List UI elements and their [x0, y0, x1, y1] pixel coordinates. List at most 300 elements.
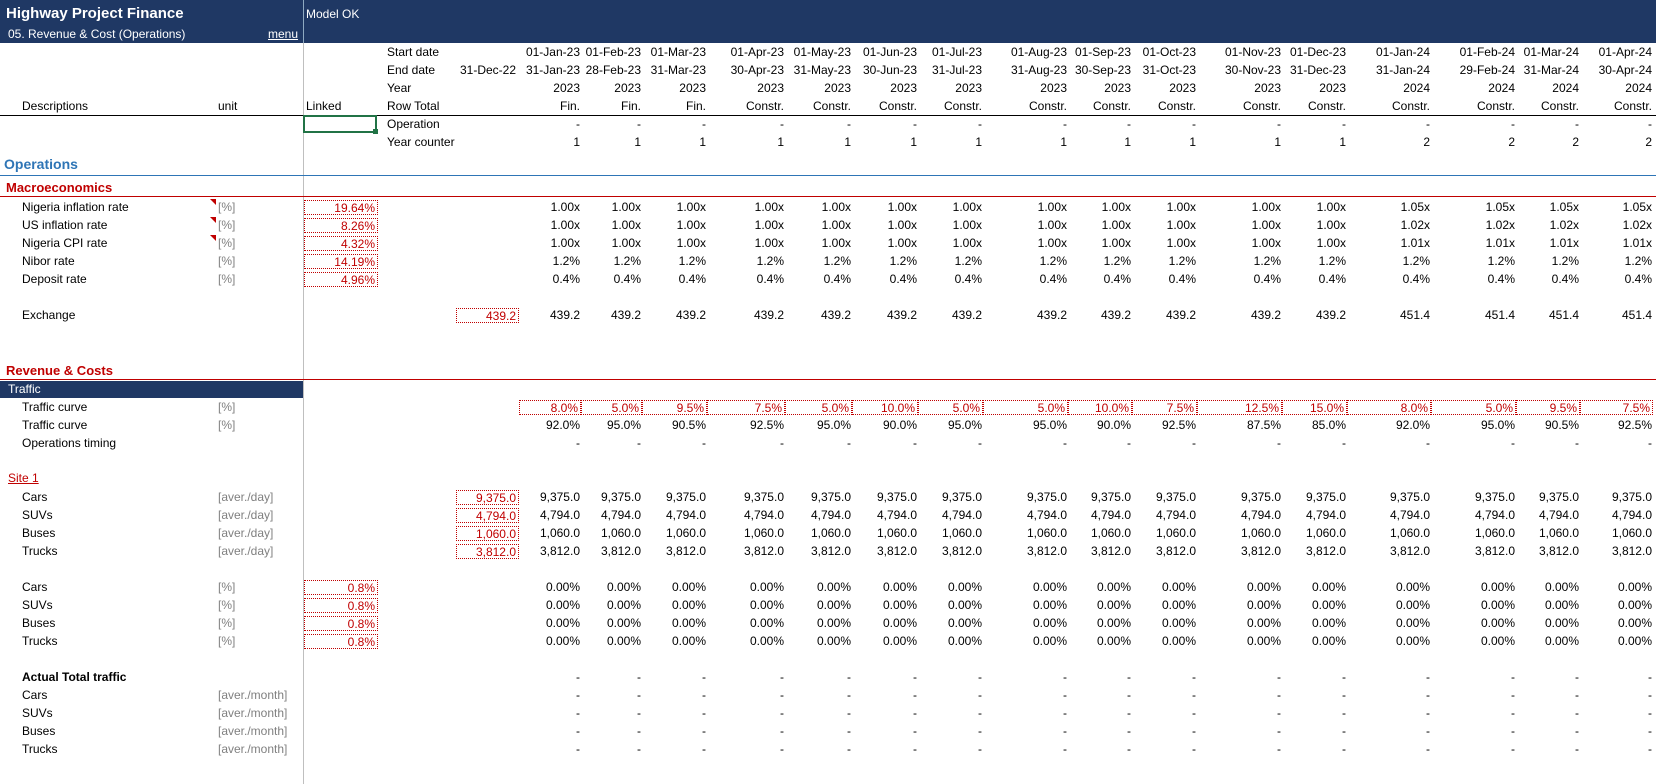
end-date-cell: 28-Feb-23 — [585, 63, 641, 77]
value-cell: - — [1277, 742, 1281, 756]
macro-rule — [0, 196, 1656, 197]
value-cell: 1.2% — [1624, 254, 1652, 268]
value-cell: 1.00x — [887, 218, 917, 232]
value-cell: 1.01x — [1622, 236, 1652, 250]
end-date-cell: 31-Jan-23 — [525, 63, 580, 77]
value-cell: 0.00% — [882, 580, 917, 594]
value-cell: 0.00% — [1311, 616, 1346, 630]
value-cell: - — [780, 688, 784, 702]
linked-input-cell[interactable]: 0.8% — [304, 616, 378, 631]
traffic-curve-input[interactable]: 8.0% — [1347, 400, 1431, 415]
operation-cell: - — [702, 117, 706, 131]
phase-cell: Constr. — [1242, 99, 1281, 113]
sheet-name: 05. Revenue & Cost (Operations) — [8, 27, 186, 41]
value-cell: 1.02x — [1622, 218, 1652, 232]
row-unit: [%] — [218, 634, 236, 648]
row-label: Buses — [22, 616, 56, 630]
value-cell: 1.00x — [952, 236, 982, 250]
end-date-cell: 29-Feb-24 — [1459, 63, 1515, 77]
value-cell: - — [637, 670, 641, 684]
row-unit: [%] — [218, 418, 236, 432]
value-cell: 0.4% — [954, 272, 982, 286]
phase-cell: Constr. — [1307, 99, 1346, 113]
year-cell: 2024 — [1625, 81, 1652, 95]
value-cell: 9,375.0 — [665, 490, 706, 504]
value-cell: 0.4% — [1624, 272, 1652, 286]
linked-input-cell[interactable]: 0.8% — [304, 580, 378, 595]
comment-indicator[interactable] — [210, 217, 216, 223]
end-date-cell: 30-Apr-23 — [730, 63, 784, 77]
app-title: Highway Project Finance — [6, 5, 184, 22]
value-cell: - — [1575, 688, 1579, 702]
section-macro: Macroeconomics — [6, 180, 113, 195]
value-cell: 1.00x — [1101, 218, 1131, 232]
value-cell: 0.00% — [1617, 598, 1652, 612]
traffic-curve-input[interactable]: 5.0% — [918, 400, 983, 415]
year-cell: 2024 — [1403, 81, 1430, 95]
traffic-title: Traffic — [8, 382, 41, 396]
value-cell: 0.00% — [1032, 580, 1067, 594]
value-cell: 439.2 — [1165, 308, 1196, 322]
value-cell: 1,060.0 — [665, 526, 706, 540]
operation-cell: - — [576, 117, 580, 131]
value-cell: - — [1063, 724, 1067, 738]
total-input-cell[interactable]: 1,060.0 — [456, 526, 519, 541]
value-cell: - — [576, 688, 580, 702]
value-cell: - — [637, 688, 641, 702]
value-cell: 1.2% — [552, 254, 580, 268]
value-cell: 3,812.0 — [600, 544, 641, 558]
value-cell: 90.5% — [1544, 418, 1579, 432]
year-counter-cell: 1 — [573, 135, 580, 149]
operation-cell: - — [1127, 117, 1131, 131]
traffic-curve-input[interactable]: 9.5% — [642, 400, 707, 415]
value-cell: - — [637, 436, 641, 450]
value-cell: - — [913, 724, 917, 738]
fill-handle[interactable] — [373, 129, 378, 134]
start-date-cell: 01-Aug-23 — [1010, 45, 1067, 59]
value-cell: - — [1127, 724, 1131, 738]
value-cell: 3,812.0 — [1090, 544, 1131, 558]
value-cell: 3,812.0 — [1611, 544, 1652, 558]
value-cell: 0.00% — [1617, 616, 1652, 630]
value-cell: - — [637, 706, 641, 720]
traffic-curve-input[interactable]: 10.0% — [1068, 400, 1132, 415]
year-counter-cell: 1 — [634, 135, 641, 149]
value-cell: 4,794.0 — [1611, 508, 1652, 522]
total-input-cell[interactable]: 439.2 — [456, 308, 519, 323]
year-counter-cell: 1 — [1274, 135, 1281, 149]
value-cell: 1.2% — [613, 254, 641, 268]
start-date-cell: 01-Feb-23 — [585, 45, 641, 59]
value-cell: - — [847, 742, 851, 756]
row-unit: [aver./month] — [218, 706, 288, 720]
value-cell: 3,812.0 — [539, 544, 580, 558]
end-date-cell: 31-May-23 — [793, 63, 851, 77]
value-cell: - — [1426, 436, 1430, 450]
end-date-cell: 31-Mar-24 — [1523, 63, 1579, 77]
value-cell: 0.4% — [1103, 272, 1131, 286]
value-cell: - — [1277, 688, 1281, 702]
value-cell: 0.4% — [552, 272, 580, 286]
value-cell: - — [780, 670, 784, 684]
descriptions-header: Descriptions — [22, 99, 89, 113]
row-unit: [%] — [218, 218, 236, 232]
row-unit: [%] — [218, 580, 236, 594]
value-cell: 90.5% — [671, 418, 706, 432]
value-cell: - — [978, 706, 982, 720]
model-status: Model OK — [306, 7, 360, 21]
value-cell: 1.00x — [821, 236, 851, 250]
comment-indicator[interactable] — [210, 199, 216, 205]
value-cell: 439.2 — [753, 308, 784, 322]
value-cell: 1.00x — [1101, 236, 1131, 250]
value-cell: 0.00% — [671, 616, 706, 630]
value-cell: 4,794.0 — [1538, 508, 1579, 522]
value-cell: 1,060.0 — [1090, 526, 1131, 540]
value-cell: 1.05x — [1485, 200, 1515, 214]
value-cell: 0.00% — [1544, 634, 1579, 648]
operation-cell: - — [1277, 117, 1281, 131]
value-cell: 0.00% — [1617, 580, 1652, 594]
traffic-curve-input[interactable]: 10.0% — [852, 400, 918, 415]
value-cell: 0.4% — [1318, 272, 1346, 286]
linked-input-cell[interactable]: 8.26% — [304, 218, 378, 233]
value-cell: 1.2% — [1402, 254, 1430, 268]
operations-rule — [0, 175, 1656, 176]
value-cell: 0.00% — [1246, 580, 1281, 594]
value-cell: 3,812.0 — [1240, 544, 1281, 558]
value-cell: 4,794.0 — [1155, 508, 1196, 522]
value-cell: 4,794.0 — [1240, 508, 1281, 522]
end-date-cell: 30-Apr-24 — [1598, 63, 1652, 77]
value-cell: 1.2% — [1487, 254, 1515, 268]
value-cell: 0.00% — [749, 634, 784, 648]
value-cell: 0.00% — [1032, 634, 1067, 648]
value-cell: - — [1575, 706, 1579, 720]
value-cell: 0.00% — [671, 580, 706, 594]
value-cell: 4,794.0 — [941, 508, 982, 522]
value-cell: 0.00% — [882, 616, 917, 630]
value-cell: 95.0% — [1480, 418, 1515, 432]
value-cell: - — [1277, 706, 1281, 720]
value-cell: 1.2% — [756, 254, 784, 268]
row-label: Trucks — [22, 544, 58, 558]
row-label: Buses — [22, 724, 56, 738]
end-date-label: End date — [387, 63, 436, 77]
value-cell: 3,812.0 — [1538, 544, 1579, 558]
value-cell: 1.00x — [887, 200, 917, 214]
value-cell: 0.00% — [1246, 634, 1281, 648]
value-cell: - — [978, 742, 982, 756]
traffic-curve-input[interactable]: 7.5% — [1132, 400, 1197, 415]
start-date-cell: 01-Apr-23 — [730, 45, 784, 59]
start-date-cell: 01-Mar-23 — [650, 45, 706, 59]
row-label: Operations timing — [22, 436, 117, 450]
traffic-curve-input[interactable]: 15.0% — [1282, 400, 1347, 415]
value-cell: - — [1127, 436, 1131, 450]
linked-input-cell[interactable]: 0.8% — [304, 634, 378, 649]
value-cell: 1,060.0 — [1240, 526, 1281, 540]
value-cell: - — [1511, 742, 1515, 756]
start-date-cell: 01-Mar-24 — [1523, 45, 1579, 59]
traffic-curve-input[interactable]: 7.5% — [1580, 400, 1653, 415]
comment-indicator[interactable] — [210, 235, 216, 241]
value-cell: - — [780, 436, 784, 450]
value-cell: 0.00% — [545, 598, 580, 612]
value-cell: 0.00% — [1246, 598, 1281, 612]
value-cell: 1.02x — [1485, 218, 1515, 232]
value-cell: 0.00% — [1161, 580, 1196, 594]
site-1-title: Site 1 — [8, 471, 39, 485]
row-unit: [%] — [218, 254, 236, 268]
value-cell: 1.05x — [1400, 200, 1430, 214]
traffic-curve-input[interactable]: 5.0% — [1431, 400, 1516, 415]
value-cell: - — [978, 688, 982, 702]
value-cell: 0.00% — [1096, 580, 1131, 594]
row-unit: [aver./month] — [218, 688, 288, 702]
traffic-bar — [0, 381, 303, 398]
value-cell: 1.2% — [1318, 254, 1346, 268]
value-cell: 1.00x — [1251, 200, 1281, 214]
value-cell: - — [1426, 724, 1430, 738]
traffic-curve-input[interactable]: 5.0% — [581, 400, 642, 415]
end-date-cell: 31-Mar-23 — [650, 63, 706, 77]
year-cell: 2023 — [614, 81, 641, 95]
value-cell: 0.4% — [1402, 272, 1430, 286]
value-cell: 9,375.0 — [1026, 490, 1067, 504]
linked-input-cell[interactable]: 4.32% — [304, 236, 378, 251]
traffic-curve-input[interactable]: 5.0% — [785, 400, 852, 415]
value-cell: 1.00x — [1251, 236, 1281, 250]
value-cell: 0.00% — [1617, 634, 1652, 648]
value-cell: 439.2 — [1315, 308, 1346, 322]
value-cell: 1.01x — [1485, 236, 1515, 250]
value-cell: 4,794.0 — [539, 508, 580, 522]
value-cell: 9,375.0 — [1090, 490, 1131, 504]
value-cell: 0.00% — [545, 616, 580, 630]
value-cell: 1.00x — [821, 218, 851, 232]
phase-cell: Constr. — [1613, 99, 1652, 113]
value-cell: 0.00% — [816, 580, 851, 594]
value-cell: - — [1127, 688, 1131, 702]
value-cell: 1.00x — [952, 200, 982, 214]
value-cell: 9,375.0 — [941, 490, 982, 504]
value-cell: 4,794.0 — [1305, 508, 1346, 522]
operation-cell: - — [1426, 117, 1430, 131]
phase-cell: Constr. — [1476, 99, 1515, 113]
traffic-curve-input[interactable]: 12.5% — [1197, 400, 1282, 415]
value-cell: - — [978, 436, 982, 450]
operation-cell: - — [1511, 117, 1515, 131]
value-cell: - — [1277, 724, 1281, 738]
row-label: Cars — [22, 490, 48, 504]
value-cell: 0.00% — [606, 580, 641, 594]
row-unit: [%] — [218, 598, 236, 612]
value-cell: 0.00% — [1032, 598, 1067, 612]
linked-input-cell[interactable]: 0.8% — [304, 598, 378, 613]
value-cell: 1,060.0 — [1026, 526, 1067, 540]
value-cell: 1.00x — [676, 218, 706, 232]
value-cell: 1.00x — [550, 200, 580, 214]
value-cell: 1.05x — [1622, 200, 1652, 214]
total-input-cell[interactable]: 4,794.0 — [456, 508, 519, 523]
value-cell: 4,794.0 — [810, 508, 851, 522]
row-unit: [aver./day] — [218, 490, 274, 504]
value-cell: - — [576, 706, 580, 720]
value-cell: 0.00% — [947, 598, 982, 612]
linked-input-cell[interactable]: 19.64% — [304, 200, 378, 215]
value-cell: 1,060.0 — [810, 526, 851, 540]
end-date-cell: 31-Jul-23 — [931, 63, 982, 77]
value-cell: 0.00% — [1395, 598, 1430, 612]
traffic-curve-input[interactable]: 9.5% — [1516, 400, 1580, 415]
row-unit: [aver./day] — [218, 526, 274, 540]
value-cell: 0.00% — [1544, 598, 1579, 612]
value-cell: 1.05x — [1549, 200, 1579, 214]
value-cell: - — [702, 706, 706, 720]
year-counter-cell: 1 — [1339, 135, 1346, 149]
value-cell: 1,060.0 — [941, 526, 982, 540]
value-cell: - — [847, 436, 851, 450]
value-cell: - — [576, 436, 580, 450]
row-unit: [aver./day] — [218, 508, 274, 522]
value-cell: 3,812.0 — [1305, 544, 1346, 558]
row-label: Cars — [22, 688, 48, 702]
value-cell: 4,794.0 — [1474, 508, 1515, 522]
linked-input-cell[interactable]: 4.96% — [304, 272, 378, 287]
value-cell: - — [702, 688, 706, 702]
value-cell: 439.2 — [610, 308, 641, 322]
start-date-cell: 01-Jun-23 — [862, 45, 917, 59]
value-cell: 4,794.0 — [1090, 508, 1131, 522]
row-unit: [%] — [218, 272, 236, 286]
value-cell: 439.2 — [1036, 308, 1067, 322]
phase-cell: Constr. — [745, 99, 784, 113]
value-cell: 92.5% — [749, 418, 784, 432]
value-cell: 4,794.0 — [1389, 508, 1430, 522]
value-cell: - — [913, 742, 917, 756]
value-cell: - — [702, 742, 706, 756]
value-cell: - — [780, 724, 784, 738]
start-date-cell: 01-Jan-23 — [525, 45, 580, 59]
value-cell: 9,375.0 — [876, 490, 917, 504]
traffic-curve-input[interactable]: 7.5% — [707, 400, 785, 415]
end-date-cell: 31-Aug-23 — [1010, 63, 1067, 77]
section-operations: Operations — [4, 156, 78, 172]
value-cell: 1,060.0 — [600, 526, 641, 540]
value-cell: - — [1648, 688, 1652, 702]
value-cell: - — [1192, 706, 1196, 720]
value-cell: - — [1648, 724, 1652, 738]
phase-cell: Constr. — [1540, 99, 1579, 113]
value-cell: 4,794.0 — [876, 508, 917, 522]
value-cell: - — [637, 724, 641, 738]
value-cell: 9,375.0 — [600, 490, 641, 504]
value-cell: - — [913, 688, 917, 702]
value-cell: 1.01x — [1549, 236, 1579, 250]
value-cell: 1.00x — [1316, 200, 1346, 214]
value-cell: 9,375.0 — [1611, 490, 1652, 504]
menu-link[interactable]: menu — [268, 27, 299, 41]
value-cell: - — [1063, 688, 1067, 702]
value-cell: 439.2 — [886, 308, 917, 322]
traffic-curve-input[interactable]: 8.0% — [519, 400, 581, 415]
value-cell: 0.00% — [749, 598, 784, 612]
value-cell: 1.00x — [550, 218, 580, 232]
value-cell: - — [1342, 688, 1346, 702]
value-cell: 90.0% — [1096, 418, 1131, 432]
total-input-cell[interactable]: 9,375.0 — [456, 490, 519, 505]
value-cell: 439.2 — [1250, 308, 1281, 322]
value-cell: - — [780, 706, 784, 720]
value-cell: 0.00% — [1480, 580, 1515, 594]
value-cell: - — [978, 670, 982, 684]
value-cell: 85.0% — [1311, 418, 1346, 432]
value-cell: 0.00% — [1544, 616, 1579, 630]
value-cell: 1.00x — [1251, 218, 1281, 232]
value-cell: 1.2% — [954, 254, 982, 268]
year-counter-cell: 1 — [699, 135, 706, 149]
year-counter-cell: 2 — [1508, 135, 1515, 149]
value-cell: 1.00x — [611, 236, 641, 250]
row-label: Traffic curve — [22, 418, 88, 432]
value-cell: 0.00% — [1096, 598, 1131, 612]
year-counter-cell: 1 — [975, 135, 982, 149]
value-cell: 1.2% — [1103, 254, 1131, 268]
value-cell: 0.00% — [947, 616, 982, 630]
value-cell: - — [1511, 670, 1515, 684]
value-cell: 1,060.0 — [1474, 526, 1515, 540]
value-cell: 1.00x — [1101, 200, 1131, 214]
value-cell: 0.4% — [1253, 272, 1281, 286]
value-cell: 0.00% — [606, 634, 641, 648]
traffic-curve-input[interactable]: 5.0% — [983, 400, 1068, 415]
start-date-label: Start date — [387, 45, 440, 59]
value-cell: 1,060.0 — [1389, 526, 1430, 540]
value-cell: 0.00% — [1161, 634, 1196, 648]
row-unit: [%] — [218, 236, 236, 250]
value-cell: 1.00x — [1316, 236, 1346, 250]
value-cell: - — [702, 670, 706, 684]
value-cell: - — [1063, 742, 1067, 756]
year-counter-cell: 1 — [777, 135, 784, 149]
year-cell: 2023 — [824, 81, 851, 95]
operation-cell: - — [1648, 117, 1652, 131]
linked-input-cell[interactable]: 14.19% — [304, 254, 378, 269]
value-cell: - — [913, 706, 917, 720]
row-label: Deposit rate — [22, 272, 87, 286]
end-date-cell: 30-Jun-23 — [862, 63, 917, 77]
value-cell: 3,812.0 — [941, 544, 982, 558]
value-cell: 0.00% — [816, 598, 851, 612]
phase-cell: Fin. — [620, 99, 641, 113]
value-cell: 0.00% — [947, 634, 982, 648]
selected-cell[interactable] — [303, 115, 377, 133]
value-cell: 1.00x — [1037, 218, 1067, 232]
total-input-cell[interactable]: 3,812.0 — [456, 544, 519, 559]
value-cell: 451.4 — [1548, 308, 1579, 322]
value-cell: 0.00% — [1161, 598, 1196, 612]
year-counter-cell: 1 — [1124, 135, 1131, 149]
value-cell: 0.00% — [1246, 616, 1281, 630]
value-cell: 0.4% — [678, 272, 706, 286]
value-cell: - — [637, 742, 641, 756]
value-cell: 0.00% — [1480, 634, 1515, 648]
value-cell: - — [913, 436, 917, 450]
value-cell: 4,794.0 — [743, 508, 784, 522]
value-cell: 92.0% — [545, 418, 580, 432]
